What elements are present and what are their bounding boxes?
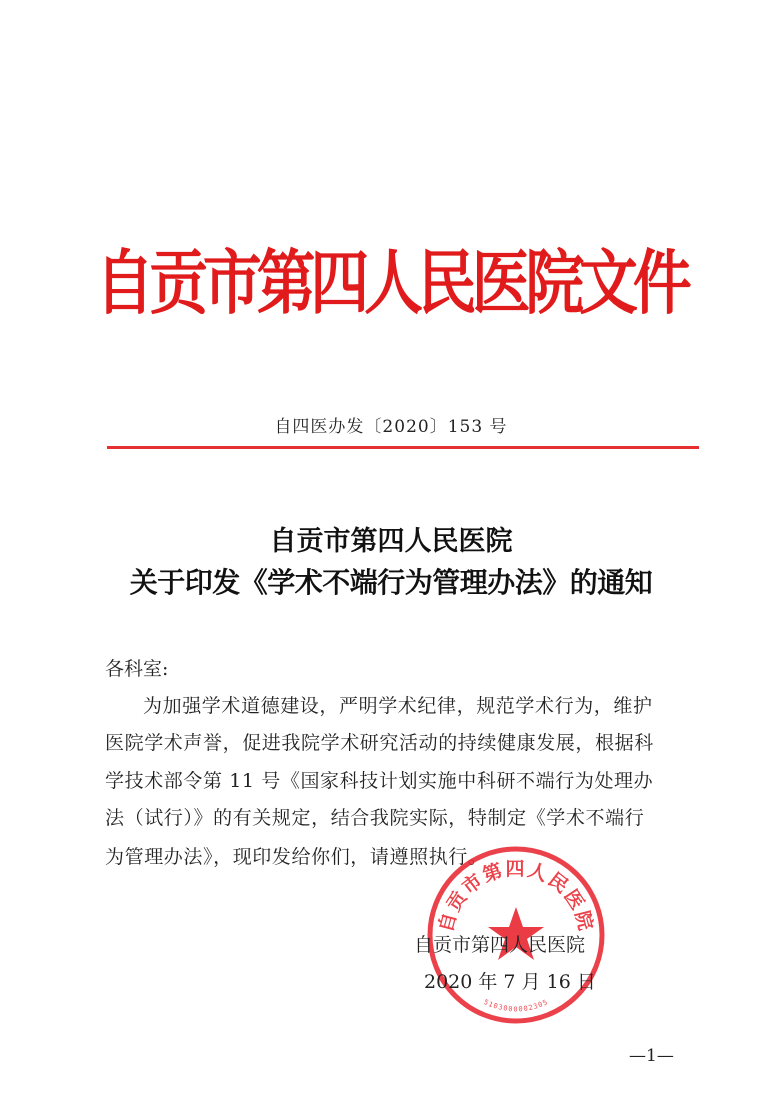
svg-text:5103000002305 xyxy=(482,998,549,1013)
body-line: 学技术部令第 11 号《国家科技计划实施中科研不端行为处理办 xyxy=(105,770,654,792)
body-line: 医院学术声誉，促进我院学术研究活动的持续健康发展，根据科 xyxy=(105,732,654,754)
notice-title-line1: 自贡市第四人民医院 xyxy=(269,526,513,557)
body-line: 法（试行）》的有关规定，结合我院实际，特制定《学术不端行 xyxy=(105,807,645,829)
masthead-title: 自贡市第四人民医院文件 xyxy=(95,241,687,324)
salutation: 各科室: xyxy=(105,658,169,680)
body-line: 为管理办法》，现印发给你们，请遵照执行。 xyxy=(105,846,488,868)
notice-title-line2: 关于印发《学术不端行为管理办法》的通知 xyxy=(129,566,653,599)
signature-organization: 自贡市第四人民医院 xyxy=(414,934,586,956)
signature-date: 2020 年 7 月 16 日 xyxy=(424,971,596,993)
document-number: 自四医办发〔2020〕153 号 xyxy=(274,417,508,437)
body-line: 为加强学术道德建设，严明学术纪律，规范学术行为，维护 xyxy=(143,695,653,717)
red-divider xyxy=(107,446,699,449)
page-number: —1— xyxy=(629,1046,674,1066)
seal-text: 自贡市第四人民医院 xyxy=(434,858,598,935)
seal-code: 5103000002305 xyxy=(482,998,550,1014)
